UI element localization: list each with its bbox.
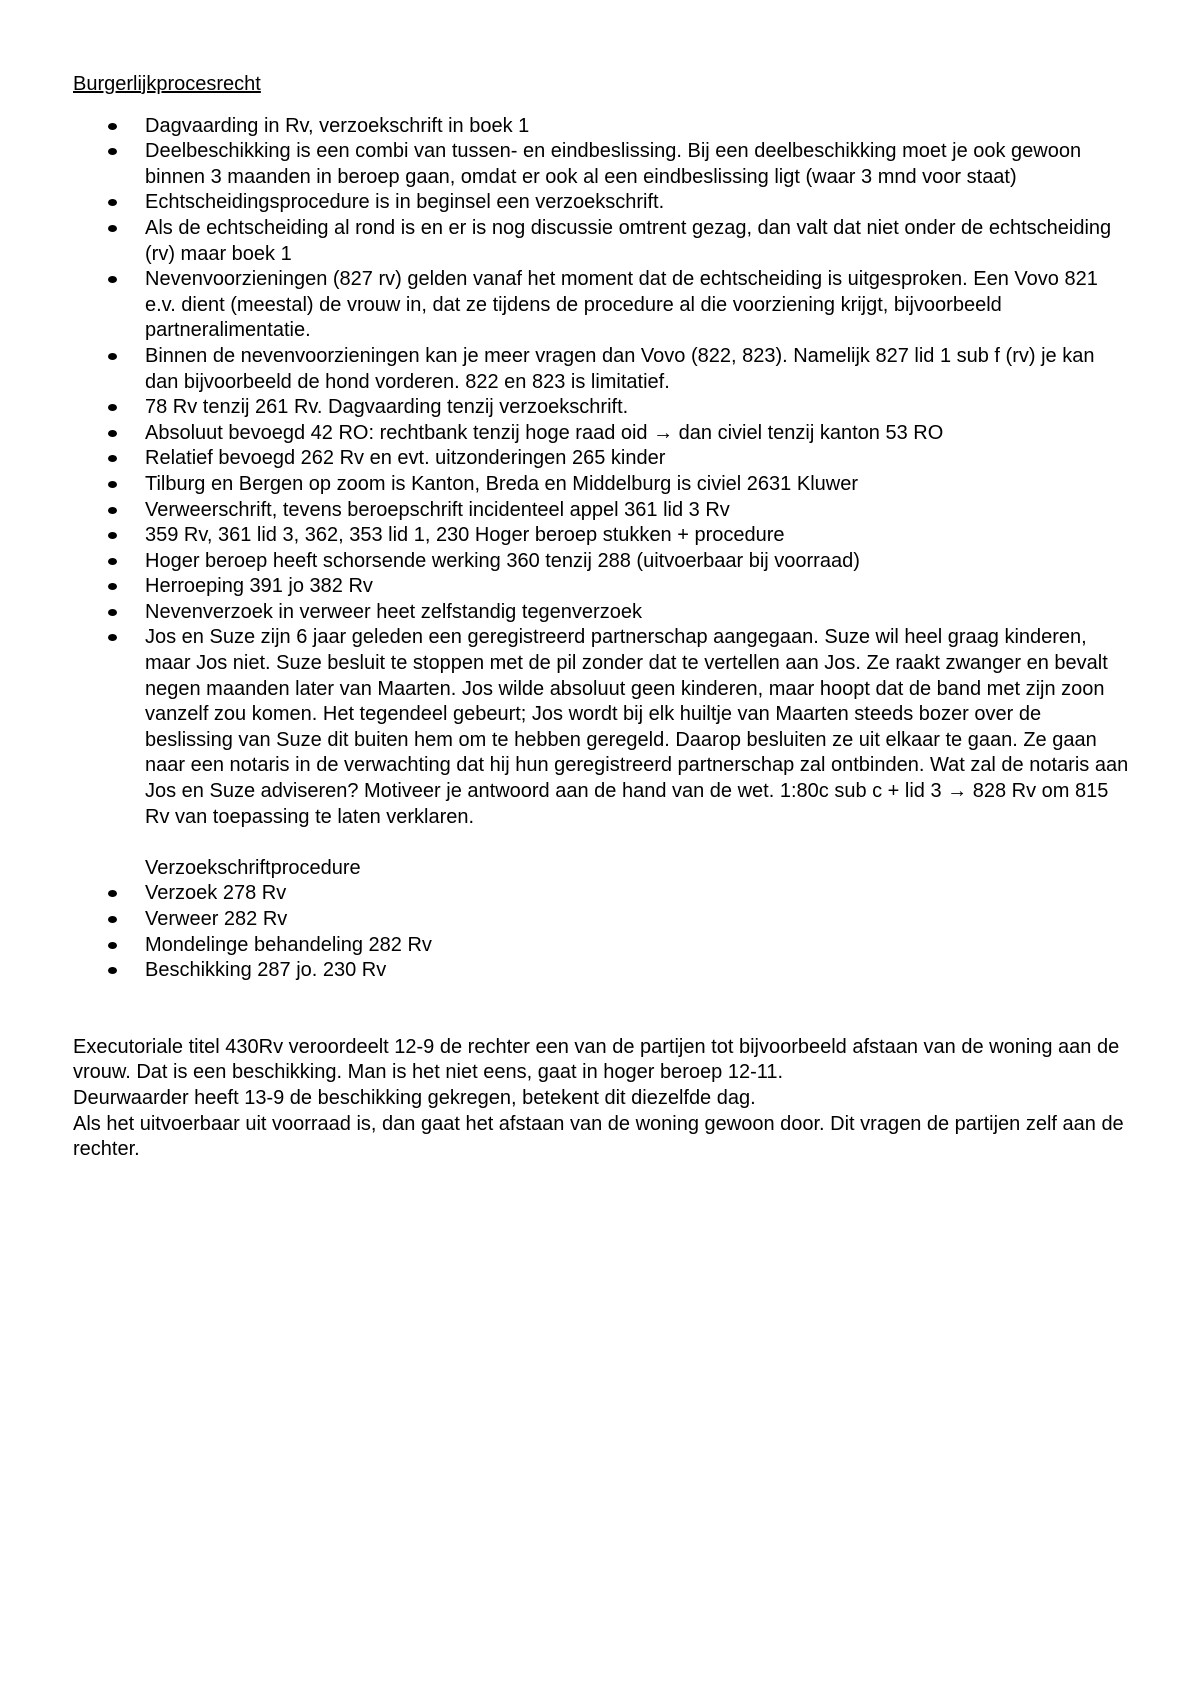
list-item: Tilburg en Bergen op zoom is Kanton, Breda en Middelburg is civiel 2631 Kluwer <box>73 472 1133 498</box>
list-item: Binnen de nevenvoorzieningen kan je meer vragen dan Vovo (822, 823). Namelijk 827 lid 1 sub f (rv) je kan dan bijvoorbeeld de hond vorderen. 822 en 823 is limitatief. <box>73 344 1133 395</box>
list-item: Als de echtscheiding al rond is en er is nog discussie omtrent gezag, dan valt dat niet onder de echtscheiding (rv) maar boek 1 <box>73 216 1133 267</box>
list-item: Mondelinge behandeling 282 Rv <box>73 933 1133 959</box>
section-subheading: Verzoekschriftprocedure <box>145 856 361 879</box>
paragraph-line: Executoriale titel 430Rv veroordeelt 12-9 de rechter een van de partijen tot bijvoorbeeld afstaan van de woning aan de vrouw. Dat is een beschikking. Man is het niet eens, gaat in hoger beroep 12-11. <box>73 1035 1120 1084</box>
list-item: 78 Rv tenzij 261 Rv. Dagvaarding tenzij verzoekschrift. <box>73 395 1133 421</box>
list-item: Verweer 282 Rv <box>73 907 1133 933</box>
bullet-list <box>73 114 1133 831</box>
paragraph-line: Als het uitvoerbaar uit voorraad is, dan gaat het afstaan van de woning gewoon door. Dit vragen de partijen zelf aan de rechter. <box>73 1112 1124 1161</box>
list-item: Verzoek 278 Rv <box>73 881 1133 907</box>
closing-paragraph <box>73 1035 1133 1163</box>
list-item: Echtscheidingsprocedure is in beginsel een verzoekschrift. <box>73 190 1133 216</box>
document-title: Burgerlijkprocesrecht <box>73 73 261 95</box>
list-item: Herroeping 391 jo 382 Rv <box>73 574 1133 600</box>
list-item: Deelbeschikking is een combi van tussen- en eindbeslissing. Bij een deelbeschikking moet je ook gewoon binnen 3 maanden in beroep gaan, omdat er ook al een eindbeslissing ligt (waar 3 mnd voor staat) <box>73 139 1133 190</box>
list-item: Hoger beroep heeft schorsende werking 360 tenzij 288 (uitvoerbaar bij voorraad) <box>73 549 1133 575</box>
paragraph-line: Deurwaarder heeft 13-9 de beschikking gekregen, betekent dit diezelfde dag. <box>73 1086 756 1109</box>
list-item: Dagvaarding in Rv, verzoekschrift in boek 1 <box>73 114 1133 140</box>
list-item: 359 Rv, 361 lid 3, 362, 353 lid 1, 230 Hoger beroep stukken + procedure <box>73 523 1133 549</box>
list-item: Relatief bevoegd 262 Rv en evt. uitzonderingen 265 kinder <box>73 446 1133 472</box>
list-item: Absoluut bevoegd 42 RO: rechtbank tenzij hoge raad oid → dan civiel tenzij kanton 53 RO <box>73 421 1133 447</box>
list-item: Nevenvoorzieningen (827 rv) gelden vanaf het moment dat de echtscheiding is uitgesproken. Een Vovo 821 e.v. dient (meestal) de vrouw in, dat ze tijdens de procedure al die voorziening krijgt, bijvoorbeeld partneralimentatie. <box>73 267 1133 344</box>
list-item: Verweerschrift, tevens beroepschrift incidenteel appel 361 lid 3 Rv <box>73 498 1133 524</box>
list-item: Jos en Suze zijn 6 jaar geleden een geregistreerd partnerschap aangegaan. Suze wil heel graag kinderen, maar Jos niet. Suze besluit te stoppen met de pil zonder dat te vertellen aan Jos. Ze raakt zwanger en bevalt negen maanden later van Maarten. Jos wilde absoluut geen kinderen, maar hoopt dat de band met zijn zoon vanzelf zou komen. Het tegendeel gebeurt; Jos wordt bij elk huiltje van Maarten steeds bozer over de beslissing van Suze dit buiten hem om te hebben geregeld. Daarop besluiten ze uit elkaar te gaan. Ze gaan naar een notaris in de verwachting dat hij hun geregistreerd partnerschap zal ontbinden. Wat zal de notaris aan Jos en Suze adviseren? Motiveer je antwoord aan de hand van de wet. 1:80c sub c + lid 3 → 828 Rv om 815 Rv van toepassing te laten verklaren. <box>73 625 1133 830</box>
list-item: Nevenverzoek in verweer heet zelfstandig tegenverzoek <box>73 600 1133 626</box>
list-item: Beschikking 287 jo. 230 Rv <box>73 958 1133 984</box>
sub-bullet-list <box>73 881 1133 983</box>
document-page <box>73 72 1133 1163</box>
